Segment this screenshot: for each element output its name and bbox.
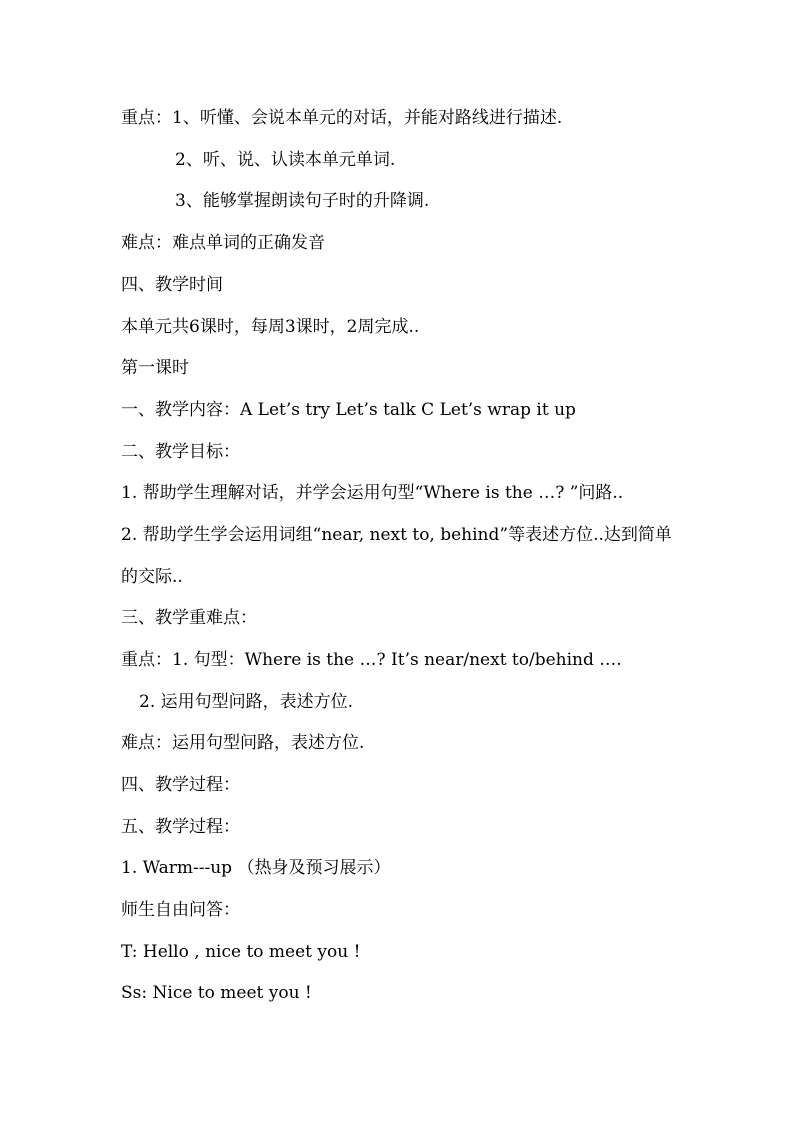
key-sentence: 重点：1. 句型：Where is the …? It’s near/next to/behind …. — [121, 650, 622, 670]
time-plan: 本单元共6课时，每周3课时，2周完成.. — [121, 317, 420, 337]
goal-2-continued: 的交际.. — [121, 567, 183, 587]
goal-1: 1. 帮助学生理解对话，并学会运用句型“Where is the …? ”问路.. — [121, 483, 624, 503]
section-heading-goals: 二、教学目标： — [121, 442, 240, 462]
dialogue-teacher: T: Hello , nice to meet you ! — [121, 942, 361, 962]
difficulty: 难点：运用句型问路，表述方位. — [121, 733, 365, 753]
section-heading-process-5: 五、教学过程： — [121, 817, 240, 837]
step-warm-up: 1. Warm---up （热身及预习展示） — [121, 858, 391, 878]
section-heading-content: 一、教学内容：A Let’s try Let’s talk C Let’s wrap it up — [121, 400, 576, 420]
lesson-title: 第一课时 — [121, 358, 189, 378]
free-qa-heading: 师生自由问答： — [121, 900, 240, 920]
section-heading-time: 四、教学时间 — [121, 275, 223, 295]
key-point-1: 重点：1、听懂、会说本单元的对话，并能对路线进行描述. — [121, 108, 563, 128]
key-point-2: 2、听、说、认读本单元单词. — [175, 150, 396, 170]
difficult-point: 难点：难点单词的正确发音 — [121, 233, 325, 253]
key-point-3: 3、能够掌握朗读句子时的升降调. — [175, 191, 430, 211]
section-heading-process-4: 四、教学过程： — [121, 775, 240, 795]
dialogue-students: Ss: Nice to meet you ! — [121, 983, 312, 1003]
key-usage: 2. 运用句型问路，表述方位. — [139, 692, 354, 712]
section-heading-key-points: 三、教学重难点： — [121, 608, 257, 628]
goal-2: 2. 帮助学生学会运用词组“near, next to, behind”等表述方位..达到简单 — [121, 525, 672, 545]
